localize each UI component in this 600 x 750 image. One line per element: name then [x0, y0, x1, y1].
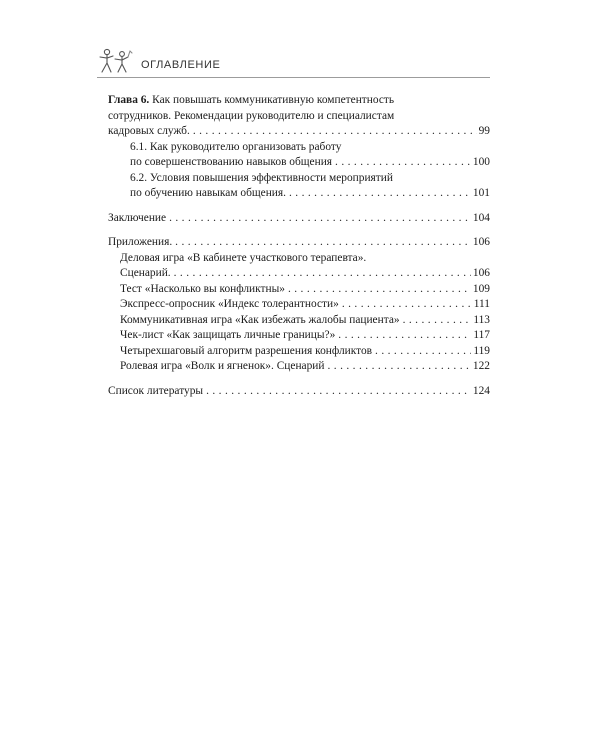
toc-entry-section-6-2 [108, 171, 490, 202]
chapter-title-line: Как повышать коммуникативную компетентность [152, 94, 395, 106]
appendix-item [108, 328, 490, 344]
dot-leader [286, 186, 471, 202]
dot-leader [285, 282, 471, 298]
appendix-title: Четырехшаговый алгоритм разрешения конфликтов [120, 344, 373, 357]
page-number: 99 [478, 125, 490, 137]
dot-leader [335, 328, 471, 344]
page-number: 122 [472, 360, 490, 372]
appendix-title: Экспресс-опросник «Индекс толерантности» [120, 298, 339, 310]
toc-entry-appendices [108, 235, 490, 251]
entry-title: Приложения. [108, 236, 173, 248]
page-number: 117 [473, 329, 490, 341]
section-title-line: 6.2. Условия повышения эффективности мероприятий [130, 171, 393, 184]
dot-leader [203, 384, 471, 400]
entry-title: Заключение [108, 211, 167, 224]
table-of-contents [108, 93, 490, 399]
dot-leader [190, 124, 477, 140]
dot-leader [400, 313, 472, 329]
dot-leader [325, 359, 471, 375]
appendix-title: Ролевая игра «Волк и ягненок». Сценарий [120, 360, 325, 372]
page-number: 124 [472, 384, 490, 397]
page-number: 101 [472, 187, 490, 199]
appendix-item [108, 359, 490, 375]
toc-entry-section-6-1 [108, 140, 490, 171]
dot-leader [166, 211, 471, 227]
appendix-item [108, 282, 490, 298]
appendix-title: Коммуникативная игра «Как избежать жалобы пациента» [120, 313, 400, 326]
dot-leader [339, 297, 472, 313]
section-title-line: по совершенствованию навыков общения [130, 156, 333, 168]
dot-leader [172, 235, 471, 251]
page-number: 100 [472, 156, 490, 168]
appendix-title-line: Сценарий. [120, 267, 171, 279]
appendix-title: Тест «Насколько вы конфликтны» [120, 282, 285, 295]
page-number: 111 [473, 298, 490, 310]
chapter-label: Глава 6. [108, 94, 150, 106]
page-number: 104 [472, 211, 490, 224]
dot-leader [372, 344, 471, 360]
page-number: 113 [473, 313, 490, 326]
appendix-item [108, 251, 490, 282]
appendix-item [108, 297, 490, 313]
chapter-title-line: кадровых служб. [108, 125, 190, 137]
page-number: 119 [473, 344, 490, 357]
appendix-title-line: Деловая игра «В кабинете участкового терапевта». [120, 251, 367, 264]
page-number: 106 [472, 236, 490, 248]
section-title-line: по обучению навыкам общения. [130, 187, 286, 199]
header-title: ОГЛАВЛЕНИЕ [141, 59, 221, 71]
page-number: 106 [472, 267, 490, 279]
toc-entry-chapter-6 [108, 93, 490, 140]
toc-entry-bibliography [108, 384, 490, 400]
dot-leader [332, 155, 471, 171]
section-title-line: 6.1. Как руководителю организовать работу [130, 140, 342, 153]
page-number: 109 [472, 282, 490, 295]
appendix-title: Чек-лист «Как защищать личные границы?» [120, 329, 336, 341]
appendix-item [108, 344, 490, 360]
running-header [97, 47, 490, 78]
toc-entry-conclusion [108, 211, 490, 227]
two-stick-figures-icon [97, 48, 135, 74]
entry-title: Список литературы [108, 384, 204, 397]
dot-leader [171, 266, 471, 282]
chapter-title-line: сотрудников. Рекомендации руководителю и специалистам [108, 109, 395, 122]
appendix-item [108, 313, 490, 329]
